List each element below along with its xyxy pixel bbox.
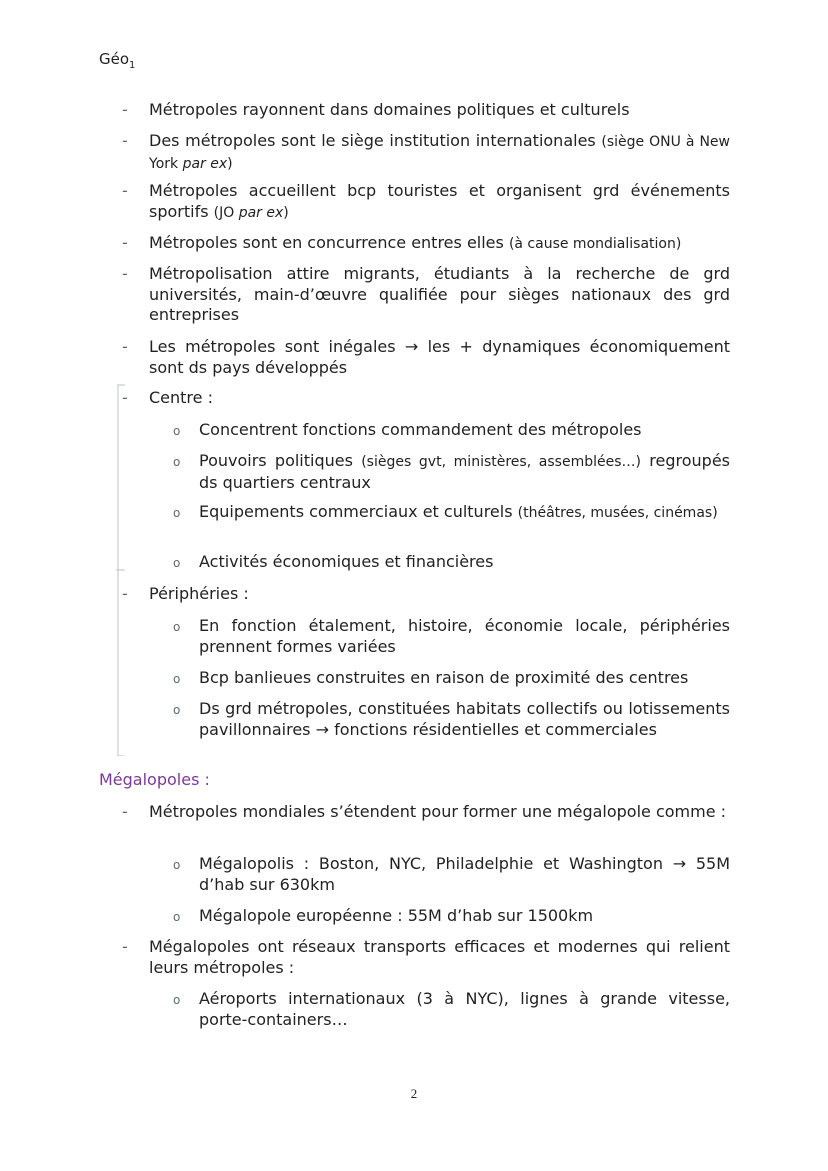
item-text: Activités économiques et financières [199,552,494,571]
item-text: Mégalopoles ont réseaux transports efficaces et modernes qui relient leurs métropoles : [149,937,730,977]
circle-bullet: o [173,620,181,634]
item-main: Métropoles sont en concurrence entres elles [149,233,509,252]
item-note-end: ) [227,155,233,172]
item-text [199,502,730,524]
circle-bullet: o [173,556,181,570]
list-item [122,937,730,978]
item-text: Mégalopole européenne : 55M d’hab sur 1500km [199,906,594,925]
circle-bullet: o [173,424,181,438]
sub-list-item [172,668,730,689]
item-note: (JO [213,204,239,221]
item-text: Centre : [149,388,213,407]
item-text: Périphéries : [149,584,249,603]
item-text: Métropoles mondiales s’étendent pour former une mégalopole comme : [149,802,727,821]
item-main: Pouvoirs politiques [199,451,362,470]
item-text: Concentrent fonctions commandement des métropoles [199,420,642,439]
item-text [149,131,730,174]
circle-bullet: o [173,455,181,469]
dash-bullet: - [122,100,128,119]
item-rest: regroupés ds quartiers centraux [199,451,730,492]
circle-bullet: o [173,993,181,1007]
header-subscript: 1 [129,60,136,71]
item-main: Equipements commerciaux et culturels [199,502,518,521]
item-text: Bcp banlieues construites en raison de proximité des centres [199,668,689,687]
page-number: 2 [410,1086,418,1101]
item-note: (siège ONU à New York [149,134,730,172]
sub-list-item [172,989,730,1030]
list-item [122,100,730,121]
list-item [122,233,730,255]
item-text: Mégalopolis : Boston, NYC, Philadelphie et Washington → 55M d’hab sur 630km [199,854,730,894]
dash-bullet: - [122,264,128,283]
item-note: (théâtres, musées, cinémas) [517,505,718,521]
item-text [149,181,730,223]
list-item [122,131,730,174]
item-text: Métropoles rayonnent dans domaines politiques et culturels [149,100,630,119]
dash-bullet: - [122,802,128,821]
circle-bullet: o [173,506,181,520]
item-text: Ds grd métropoles, constituées habitats collectifs ou lotissements pavillonnaires → fonctions résidentielles et commerciales [199,699,730,739]
dash-bullet: - [122,937,128,956]
dash-bullet: - [122,131,128,150]
list-item [122,337,730,378]
item-text: Aéroports internationaux (3 à NYC), lignes à grande vitesse, porte-containers… [199,989,730,1029]
dash-bullet: - [122,233,128,252]
item-note: (sièges gvt, ministères, assemblées…) [361,454,641,470]
header-label: Géo [99,50,130,68]
item-text: En fonction étalement, histoire, économie locale, périphéries prennent formes variées [199,616,730,656]
item-text: Métropolisation attire migrants, étudiants à la recherche de grd universités, main-d’œuvre qualifiée pour sièges nationaux des grd entreprises [149,264,730,324]
circle-bullet: o [173,672,181,686]
item-note: (à cause mondialisation) [508,236,682,252]
list-item [122,802,730,823]
sub-list-item [172,552,730,573]
sub-list-item [172,854,730,895]
item-text [199,451,730,493]
dash-bullet: - [122,337,128,356]
circle-bullet: o [173,910,181,924]
item-main: Métropoles accueillent bcp touristes et organisent grd événements sportifs [149,181,730,221]
margin-bracket [116,384,126,756]
item-main: Des métropoles sont le siège institution internationales [149,131,602,150]
sub-list-item [172,420,730,441]
section-title: Mégalopoles : [99,770,210,789]
item-note-italic: par ex [238,204,284,221]
item-text [149,233,730,255]
circle-bullet: o [173,858,181,872]
list-item [122,181,730,223]
circle-bullet: o [173,703,181,717]
sub-list-item [172,451,730,493]
dash-bullet: - [122,181,128,200]
sub-list-item [172,906,730,927]
sub-list-item [172,699,730,740]
item-note-end: ) [283,204,289,221]
dash-bullet: - [122,388,128,407]
list-item-peripheries [122,584,730,605]
item-note-italic: par ex [182,155,228,172]
sub-list-item [172,502,730,524]
list-item [122,264,730,326]
item-text: Les métropoles sont inégales → les + dynamiques économiquement sont ds pays développés [149,337,730,377]
sub-list-item [172,616,730,657]
dash-bullet: - [122,584,128,603]
page-header [99,50,135,71]
list-item-centre [122,388,730,409]
